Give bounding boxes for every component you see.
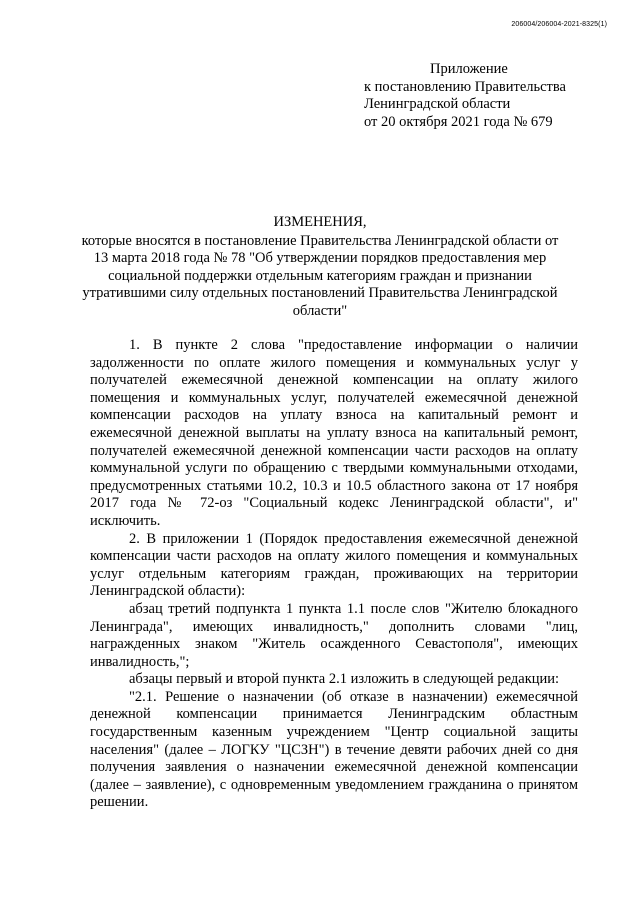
document-subtitle: которые вносятся в постановление Правительства Ленинградской области от 13 марта 2018 года № 78 "Об утверждении порядков предоставления мер социальной поддержки отдельным категориям граждан и признании утратившими силу отдельных постановлений Правительства Ленинградской области" bbox=[81, 232, 559, 319]
body-paragraph: 1. В пункте 2 слова "предоставление информации о наличии задолженности по оплате жилого помещения и коммунальных услуг у получателей ежемесячной денежной компенсации на оплату жилого помещения и коммунальных услуг, получателей ежемесячной денежной компенсации расходов на уплату взноса на капитальный ремонт и ежемесячной денежной выплаты на уплату взноса на капитальный ремонт, получателей ежемесячной денежной компенсации части расходов на оплату коммунальной услуги по обращению с твердыми коммунальными отходами, предусмотренных статьями 10.2, 10.3 и 10.5 областного закона от 17 ноября 2017 года № 72-оз "Социальный кодекс Ленинградской области", и" исключить. bbox=[90, 337, 578, 529]
appendix-line: от 20 октября 2021 года № 679 bbox=[364, 113, 553, 130]
body-paragraph: 2. В приложении 1 (Порядок предоставления ежемесячной денежной компенсации части расходов на оплату жилого помещения и коммунальных услуг отдельным категориям граждан, проживающих на территории Ленинградской области): bbox=[90, 530, 578, 600]
appendix-block bbox=[364, 61, 604, 131]
body-paragraph: "2.1. Решение о назначении (об отказе в назначении) ежемесячной денежной компенсации принимается Ленинградским областным государственным казенным учреждением "Центр социальной защиты населения" (далее – ЛОГКУ "ЦСЗН") в течение девяти рабочих дней со дня получения заявления о назначении ежемесячной денежной компенсации (далее – заявление), с одновременным уведомлением гражданина о принятом решении. bbox=[90, 688, 578, 811]
appendix-line: к постановлению Правительства bbox=[364, 78, 566, 95]
document-body bbox=[90, 337, 578, 812]
title-block bbox=[78, 214, 562, 320]
appendix-line: Ленинградской области bbox=[364, 96, 511, 112]
body-paragraph: абзац третий подпункта 1 пункта 1.1 после слов "Жителю блокадного Ленинграда", имеющих инвалидность," дополнить словами "лиц, награжденных знаком "Житель осажденного Севастополя", имеющих инвалидность,"; bbox=[90, 600, 578, 670]
body-paragraph: абзацы первый и второй пункта 2.1 изложить в следующей редакции: bbox=[129, 671, 560, 688]
document-id: 206004/206004-2021-8325(1) bbox=[511, 21, 607, 28]
document-heading: ИЗМЕНЕНИЯ, bbox=[273, 214, 367, 230]
appendix-line: Приложение bbox=[430, 61, 508, 77]
